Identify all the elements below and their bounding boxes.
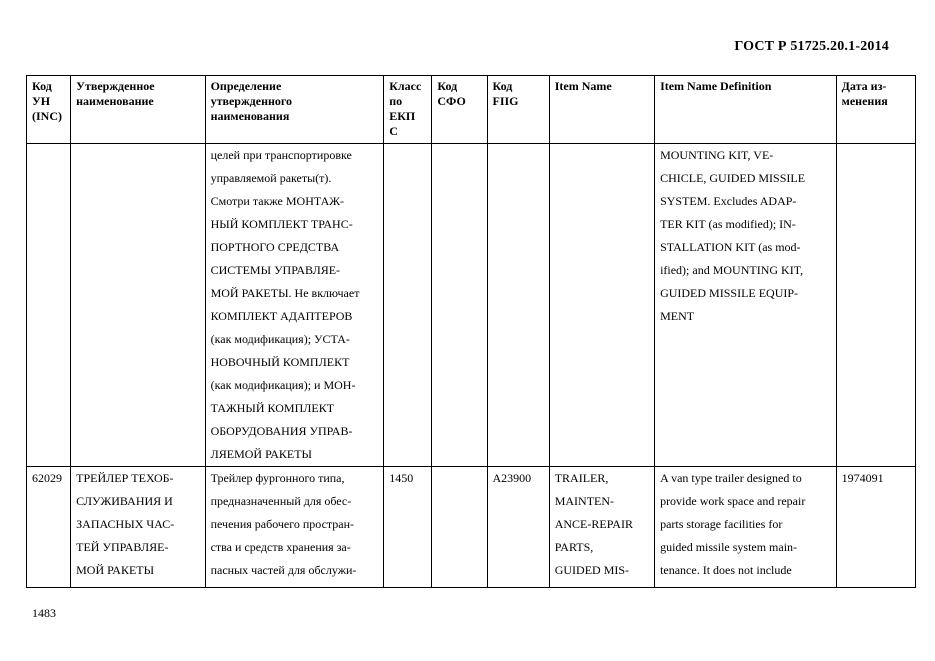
- cell-text-line: НЫЙ КОМПЛЕКТ ТРАНС-: [210, 217, 353, 231]
- column-header: [655, 76, 837, 144]
- cell-text-line: PARTS,: [554, 540, 594, 554]
- column-header-line: Код: [492, 79, 513, 93]
- cell-text-line: целей при транспортировке: [210, 148, 352, 162]
- page-number: 1483: [32, 606, 56, 620]
- cell-class: [384, 144, 432, 467]
- column-header: [384, 76, 432, 144]
- cell-approved-name: [71, 467, 205, 588]
- cell-sfo: [432, 467, 487, 588]
- column-header: [205, 76, 384, 144]
- cell-text-line: provide work space and repair: [660, 494, 806, 508]
- cell-text-line: управляемой ракеты(т).: [210, 171, 332, 185]
- cell-item-name: [549, 144, 654, 467]
- cell-text-line: (как модификация); УСТА-: [210, 332, 350, 346]
- cell-text-line: печения рабочего простран-: [210, 517, 355, 531]
- column-header-line: СФО: [437, 94, 466, 108]
- cell-definition: [205, 467, 384, 588]
- cell-text-line: 1450: [389, 471, 414, 485]
- cell-inc: [27, 144, 71, 467]
- cell-fiig: [487, 467, 549, 588]
- document-standard-header: ГОСТ Р 51725.20.1-2014: [734, 39, 889, 54]
- column-header-line: Дата из-: [841, 79, 887, 93]
- cell-text-line: parts storage facilities for: [660, 517, 783, 531]
- cell-text-line: TER KIT (as modified); IN-: [660, 217, 796, 231]
- column-header-line: наименование: [76, 94, 154, 108]
- cell-text-line: GUIDED MISSILE EQUIP-: [660, 286, 799, 300]
- cell-text-line: MAINTEN-: [554, 494, 615, 508]
- cell-text-line: STALLATION KIT (as mod-: [660, 240, 801, 254]
- column-header: [27, 76, 71, 144]
- cell-text-line: SYSTEM. Excludes ADAP-: [660, 194, 797, 208]
- cell-definition: [205, 144, 384, 467]
- column-header-line: (INC): [32, 109, 62, 123]
- cell-text-line: СИСТЕМЫ УПРАВЛЯЕ-: [210, 263, 341, 277]
- cell-text-line: guided missile system main-: [660, 540, 798, 554]
- column-header-line: С: [389, 124, 398, 138]
- cell-text-line: A23900: [492, 471, 532, 485]
- column-header-line: Определение: [210, 79, 282, 93]
- column-header-line: по: [389, 94, 403, 108]
- cell-text-line: ТРЕЙЛЕР ТЕХОБ-: [76, 471, 174, 485]
- cell-text-line: пасных частей для обслужи-: [210, 563, 357, 577]
- column-header: [487, 76, 549, 144]
- classification-table: [26, 75, 916, 588]
- cell-item-name: [549, 467, 654, 588]
- column-header-line: Item Name: [554, 79, 612, 93]
- column-header: [71, 76, 205, 144]
- cell-approved-name: [71, 144, 205, 467]
- cell-text-line: ЛЯЕМОЙ РАКЕТЫ: [210, 447, 313, 461]
- cell-text-line: Трейлер фургонного типа,: [210, 471, 345, 485]
- column-header-line: Item Name Definition: [660, 79, 772, 93]
- column-header-line: УН: [32, 94, 51, 108]
- table-row: [27, 467, 916, 588]
- column-header-line: Класс: [389, 79, 422, 93]
- cell-text-line: TRAILER,: [554, 471, 609, 485]
- cell-text-line: Смотри также МОНТАЖ-: [210, 194, 344, 208]
- column-header-line: Код: [437, 79, 458, 93]
- cell-text-line: ства и средств хранения за-: [210, 540, 351, 554]
- column-header-line: Утвержденное: [76, 79, 155, 93]
- cell-text-line: A van type trailer designed to: [660, 471, 802, 485]
- cell-text-line: предназначенный для обес-: [210, 494, 352, 508]
- cell-text-line: ТЕЙ УПРАВЛЯЕ-: [76, 540, 169, 554]
- table-row: [27, 144, 916, 467]
- cell-text-line: 1974091: [841, 471, 884, 485]
- cell-text-line: 62029: [32, 471, 62, 485]
- cell-text-line: CHICLE, GUIDED MISSILE: [660, 171, 806, 185]
- cell-text-line: ЗАПАСНЫХ ЧАС-: [76, 517, 175, 531]
- cell-text-line: ТАЖНЫЙ КОМПЛЕКТ: [210, 401, 335, 415]
- cell-sfo: [432, 144, 487, 467]
- cell-text-line: ified); and MOUNTING KIT,: [660, 263, 804, 277]
- cell-text-line: (как модификация); и МОН-: [210, 378, 356, 392]
- cell-text-line: КОМПЛЕКТ АДАПТЕРОВ: [210, 309, 353, 323]
- cell-text-line: MOUNTING KIT, VE-: [660, 148, 774, 162]
- column-header-line: ЕКП: [389, 109, 416, 123]
- table-header-row: [27, 76, 916, 144]
- cell-date: [836, 144, 915, 467]
- cell-text-line: МОЙ РАКЕТЫ: [76, 563, 155, 577]
- cell-item-definition: [655, 467, 837, 588]
- cell-date: [836, 467, 915, 588]
- cell-class: [384, 467, 432, 588]
- cell-item-definition: [655, 144, 837, 467]
- cell-inc: [27, 467, 71, 588]
- column-header-line: утвержденного: [210, 94, 293, 108]
- cell-text-line: МОЙ РАКЕТЫ. Не включает: [210, 286, 360, 300]
- column-header-line: наименования: [210, 109, 290, 123]
- column-header-line: Код: [32, 79, 52, 93]
- column-header: [432, 76, 487, 144]
- cell-text-line: НОВОЧНЫЙ КОМПЛЕКТ: [210, 355, 350, 369]
- column-header: [836, 76, 915, 144]
- cell-text-line: GUIDED MIS-: [554, 563, 630, 577]
- cell-fiig: [487, 144, 549, 467]
- cell-text-line: ОБОРУДОВАНИЯ УПРАВ-: [210, 424, 353, 438]
- column-header: [549, 76, 654, 144]
- cell-text-line: СЛУЖИВАНИЯ И: [76, 494, 173, 508]
- cell-text-line: tenance. It does not include: [660, 563, 792, 577]
- column-header-line: менения: [841, 94, 888, 108]
- cell-text-line: MENT: [660, 309, 695, 323]
- cell-text-line: ANCE-REPAIR: [554, 517, 633, 531]
- column-header-line: FIIG: [492, 94, 519, 108]
- cell-text-line: ПОРТНОГО СРЕДСТВА: [210, 240, 340, 254]
